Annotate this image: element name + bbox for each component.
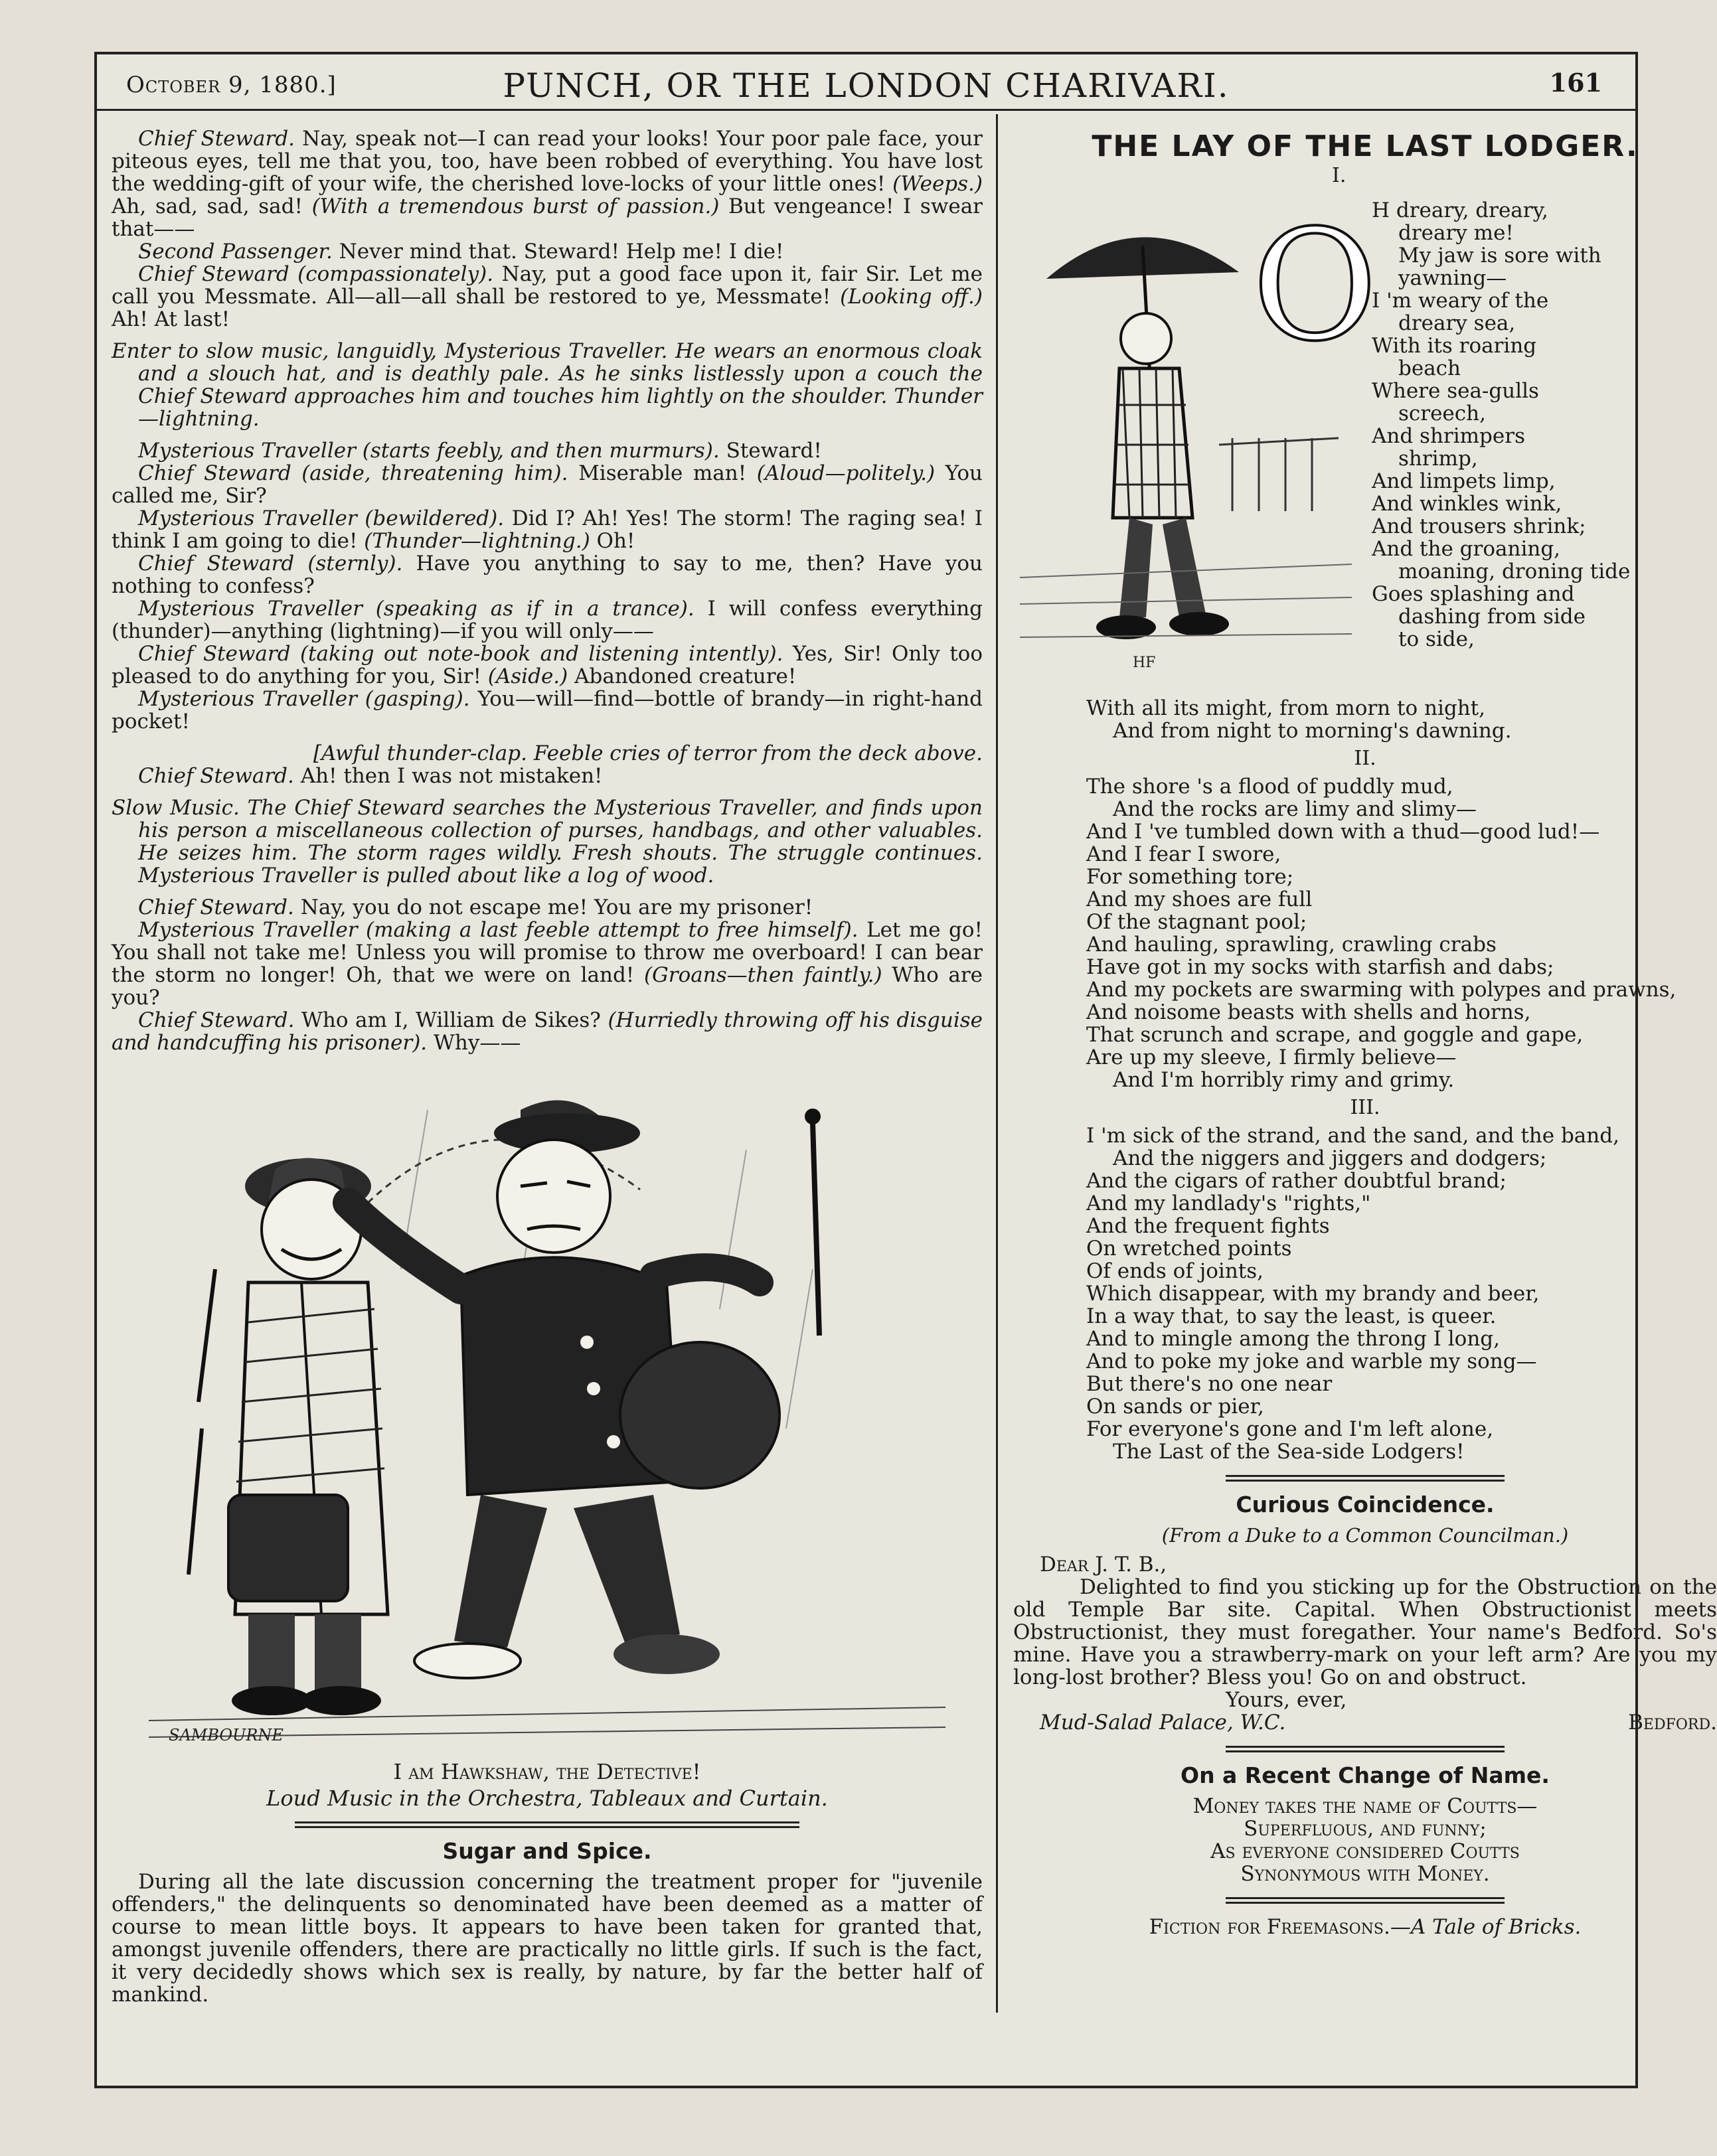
- stage-direction: Enter to slow music, languidly, Mysterious Traveller. He wears an enormous cloak and a slouch hat, and is deathly pale. As he sinks listlessly upon a couch the Chief Steward approaches him and touches him lightly on the shoulder. Thunder—lightning.: [112, 339, 983, 431]
- section-rule: [1226, 1475, 1505, 1482]
- letter-body: Delighted to find you sticking up for the Obstruction on the old Temple Bar site. Capital. When Obstructionist meets Obstructionist, they must foregather. Your name's Bedford. So's mine. Have you a strawberry-mark on your left arm? Are you my long-lost brother? Bless you! Go on and obstruct.: [1013, 1575, 1717, 1689]
- verse-line: moaning, droning tide: [1398, 560, 1631, 583]
- verse-line: Have got in my socks with starfish and dabs;: [1086, 955, 1554, 979]
- verse-line: In a way that, to say the least, is queer.: [1086, 1304, 1497, 1328]
- verse-line: yawning—: [1398, 266, 1507, 290]
- verse-line: to side,: [1398, 627, 1475, 651]
- verse-line: beach: [1398, 356, 1461, 380]
- left-column: [112, 127, 983, 2006]
- verse-line: For something tore;: [1086, 865, 1294, 889]
- verse-line: And I'm horribly rimy and grimy.: [1113, 1068, 1455, 1092]
- verse-line: And from night to morning's dawning.: [1113, 719, 1512, 743]
- verse-line: Goes splashing and: [1372, 582, 1575, 606]
- verse-line: And to mingle among the throng I long,: [1086, 1327, 1500, 1351]
- stanza-one-lines: [1372, 199, 1710, 651]
- verse-line: On wretched points: [1086, 1237, 1292, 1261]
- verse-line: That scrunch and scrape, and goggle and gape,: [1086, 1023, 1584, 1047]
- verse-line: Synonymous with Money.: [1240, 1862, 1490, 1886]
- verse-line: And the cigars of rather doubtful brand;: [1086, 1169, 1507, 1193]
- verse-line: And the rocks are limy and slimy—: [1113, 797, 1477, 821]
- stage-direction: [Awful thunder-clap. Feeble cries of terror from the deck above.: [313, 741, 983, 765]
- lodger-drawing: [1020, 198, 1378, 671]
- dialogue-line: Mysterious Traveller (making a last feeble attempt to free himself). Let me go! You shall not take me! Unless you will promise to throw me overboard! I can bear the storm no longer! Oh, that we were on land! (Groans—then faintly.) Who are you?: [112, 918, 983, 1010]
- verse-line: My jaw is sore with: [1398, 244, 1601, 268]
- verse-line: And my pockets are swarming with polypes and prawns,: [1086, 978, 1676, 1002]
- illustrator-monogram: HF: [1133, 654, 1156, 671]
- verse-line: And to poke my joke and warble my song—: [1086, 1349, 1537, 1373]
- letter-salutation: Dear J. T. B.,: [1040, 1553, 1167, 1577]
- dialogue-line: Mysterious Traveller (bewildered). Did I? Ah! Yes! The storm! The raging sea! I think I am going to die! (Thunder—lightning.) Oh!: [112, 506, 983, 553]
- magazine-page: [94, 52, 1717, 2088]
- verse-line: As everyone considered Coutts: [1210, 1839, 1520, 1863]
- verse-line: dashing from side: [1398, 605, 1586, 629]
- column-divider: [996, 114, 998, 2013]
- detective-figure: [348, 1100, 821, 1678]
- verse-line: And I fear I swore,: [1086, 842, 1281, 866]
- verse-line: And winkles wink,: [1372, 492, 1562, 516]
- verse-line: The shore 's a flood of puddly mud,: [1086, 775, 1453, 799]
- article-title: On a Recent Change of Name.: [1181, 1762, 1550, 1788]
- page-number: 161: [1549, 68, 1602, 98]
- verse-line: And shrimpers: [1372, 424, 1525, 448]
- closing-joke: Fiction for Freemasons.—A Tale of Bricks.: [1149, 1915, 1582, 1939]
- traveller-figure: [189, 1158, 388, 1716]
- section-rule: [1226, 1897, 1505, 1904]
- dialogue-line: Chief Steward. Ah! then I was not mistaken!: [138, 764, 603, 788]
- poem-title: THE LAY OF THE LAST LODGER.: [1092, 129, 1639, 163]
- cartoon-illustration: [149, 1070, 945, 1754]
- stanza-three: [1086, 1124, 1717, 1463]
- dialogue-line: Chief Steward (aside, threatening him). Miserable man! (Aloud—politely.) You called me, Sir?: [112, 461, 983, 508]
- stanza-two: [1086, 775, 1717, 1091]
- article-title: Sugar and Spice.: [442, 1838, 652, 1864]
- verse-line: And I 've tumbled down with a thud—good lud!—: [1086, 820, 1600, 844]
- article-subtitle: (From a Duke to a Common Councilman.): [1161, 1524, 1569, 1547]
- verse-line: And the groaning,: [1372, 537, 1561, 561]
- verse-line: On sands or pier,: [1086, 1395, 1264, 1419]
- dialogue-line: Mysterious Traveller (speaking as if in a trance). I will confess everything (thunder)—anything (lightning)—if you will only——: [112, 597, 983, 643]
- verse-line: For everyone's gone and I'm left alone,: [1086, 1417, 1494, 1441]
- dialogue-line: Chief Steward (sternly). Have you anything to say to me, then? Have you nothing to confess?: [112, 552, 983, 598]
- issue-date: October 9, 1880.]: [126, 72, 337, 98]
- cartoon-subcaption: Loud Music in the Orchestra, Tableaux and Curtain.: [266, 1786, 828, 1811]
- cartoon-drawing: [149, 1070, 945, 1754]
- section-rule: [1226, 1746, 1505, 1752]
- verse-line: H dreary, dreary,: [1372, 198, 1548, 222]
- stanza-number: III.: [1350, 1096, 1380, 1119]
- verse-line: But there's no one near: [1086, 1372, 1333, 1396]
- stanza-number: I.: [1332, 164, 1347, 187]
- verse-line: And my landlady's "rights,": [1086, 1192, 1371, 1215]
- article-title: Curious Coincidence.: [1236, 1492, 1495, 1517]
- drop-cap: O: [1252, 198, 1378, 375]
- page-header: [97, 54, 1635, 111]
- stage-direction: Slow Music. The Chief Steward searches the Mysterious Traveller, and finds upon his person a miscellaneous collection of purses, handbags, and other valuables. He seizes him. The storm rages wildly. Fresh shouts. The struggle continues. Mysterious Traveller is pulled about like a log of wood.: [112, 796, 983, 887]
- dialogue-line: Chief Steward (compassionately). Nay, put a good face upon it, fair Sir. Let me call you Messmate. All—all—all shall be restored to ye, Messmate! (Looking off.) Ah! At last!: [112, 262, 983, 331]
- publication-title: PUNCH, OR THE LONDON CHARIVARI.: [503, 66, 1230, 105]
- epigram: [1013, 1795, 1717, 1885]
- verse-line: shrimp,: [1398, 447, 1478, 471]
- dialogue-line: Mysterious Traveller (starts feebly, and then murmurs). Steward!: [138, 439, 822, 463]
- right-column: [1013, 127, 1717, 1938]
- verse-line: Money takes the name of Coutts—: [1192, 1794, 1538, 1818]
- stanza-number: II.: [1354, 747, 1376, 770]
- dialogue-line: Chief Steward. Nay, speak not—I can read your looks! Your poor pale face, your piteous eyes, tell me that you, too, have been robbed of everything. You have lost the wedding-gift of your wife, the cherished love-locks of your little ones! (Weeps.) Ah, sad, sad, sad! (With a tremendous burst of passion.) But vengeance! I swear that——: [112, 127, 983, 241]
- verse-line: Are up my sleeve, I firmly believe—: [1086, 1045, 1457, 1069]
- artist-signature: SAMBOURNE: [169, 1726, 284, 1744]
- verse-line: And noisome beasts with shells and horns,: [1086, 1000, 1531, 1024]
- verse-line: And hauling, sprawling, crawling crabs: [1086, 933, 1497, 957]
- verse-line: dreary sea,: [1398, 311, 1516, 335]
- verse-line: Where sea-gulls: [1372, 379, 1539, 403]
- dialogue-line: Second Passenger. Never mind that. Steward! Help me! I die!: [138, 240, 784, 264]
- dialogue-line: Chief Steward. Who am I, William de Sikes? (Hurriedly throwing off his disguise and handcuffing his prisoner). Why——: [112, 1008, 983, 1055]
- section-rule: [295, 1821, 799, 1828]
- verse-line: And the niggers and jiggers and dodgers;: [1113, 1146, 1547, 1170]
- verse-line: With its roaring: [1372, 334, 1537, 358]
- dialogue-line: Mysterious Traveller (gasping). You—will—find—bottle of brandy—in right-hand pocket!: [112, 687, 983, 733]
- letter-signature: Bedford.: [1628, 1711, 1717, 1734]
- verse-line: The Last of the Sea-side Lodgers!: [1113, 1440, 1465, 1464]
- dialogue-line: Chief Steward (taking out note-book and listening intently). Yes, Sir! Only too pleased to do anything for you, Sir! (Aside.) Abandoned creature!: [112, 642, 983, 688]
- verse-line: Superfluous, and funny;: [1244, 1817, 1487, 1841]
- cartoon-caption: I am Hawkshaw, the Detective!: [393, 1759, 701, 1784]
- letter-address: Mud-Salad Palace, W.C.: [1040, 1711, 1286, 1734]
- verse-line: Which disappear, with my brandy and beer,: [1086, 1282, 1540, 1306]
- verse-line: I 'm weary of the: [1372, 289, 1549, 313]
- verse-line: With all its might, from morn to night,: [1086, 696, 1485, 720]
- verse-line: And limpets limp,: [1372, 469, 1556, 493]
- verse-line: screech,: [1398, 402, 1486, 425]
- stanza-one: [1013, 193, 1717, 697]
- verse-line: And trousers shrink;: [1372, 514, 1586, 538]
- verse-line: Of the stagnant pool;: [1086, 910, 1307, 934]
- verse-line: Of ends of joints,: [1086, 1259, 1264, 1283]
- lodger-illustration: [1020, 198, 1378, 671]
- stanza-one-tail: [1086, 697, 1717, 742]
- letter-signoff: [1040, 1711, 1717, 1734]
- dialogue-line: Chief Steward. Nay, you do not escape me! You are my prisoner!: [138, 895, 813, 919]
- letter-closing: Yours, ever,: [1226, 1688, 1347, 1712]
- verse-line: And my shoes are full: [1086, 887, 1313, 911]
- verse-line: I 'm sick of the strand, and the sand, and the band,: [1086, 1124, 1619, 1148]
- verse-line: dreary me!: [1398, 221, 1514, 245]
- verse-line: And the frequent fights: [1086, 1214, 1330, 1238]
- article-body: During all the late discussion concerning the treatment proper for "juvenile offenders," the delinquents so denominated have been deemed as a matter of course to mean little boys. It appears to have been taken for granted that, amongst juvenile offenders, there are practically no little girls. If such is the fact, it very decidedly shows which sex is really, by nature, by far the better half of mankind.: [112, 1870, 983, 2007]
